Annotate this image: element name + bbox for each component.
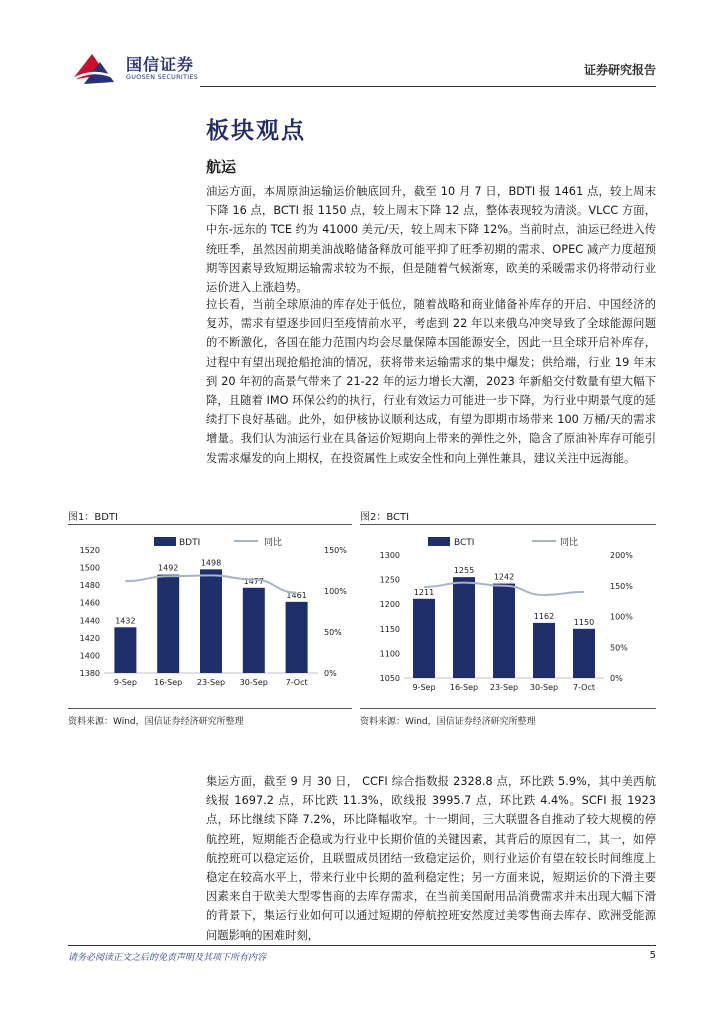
x-tick-label: 7-Oct <box>285 678 308 687</box>
section-title: 板块观点 <box>206 118 306 144</box>
data-label: 1162 <box>533 611 555 621</box>
figure-2-top-rule <box>360 524 656 525</box>
y-tick-label: 1460 <box>79 598 100 608</box>
x-tick-label: 30-Sep <box>529 683 559 692</box>
y-tick-label: 1440 <box>79 616 100 626</box>
x-tick-label: 16-Sep <box>154 678 183 687</box>
bar <box>286 602 308 673</box>
paragraph-oil-transport: 油运方面，本周原油运输运价触底回升，截至 10 月 7 日，BDTI 报 1461 点，较上周末下降 16 点，BCTI 报 1150 点，较上周末下降 12 点，整体表现较为清淡。VLCC 方面，中东-远东的 TCE 约为 41000 美元/天，较上周末下降 12%。当前时点，油运已经进入传统旺季，虽然因前期美油战略储备释放可能平抑了旺季初期的需求、OPEC 减产力度超预期等因素导致短期运输需求较为不振，但是随着气候渐寒，欧美的采暖需求仍将带动行业运价进入上涨趋势。 <box>206 185 656 295</box>
x-tick-label: 23-Sep <box>196 678 226 687</box>
data-label: 1150 <box>573 617 595 627</box>
guosen-logo-icon <box>70 50 122 88</box>
legend-line-label: 同比 <box>264 538 283 548</box>
footer-divider <box>68 945 656 946</box>
figure-1-bottom-rule <box>68 708 352 709</box>
y-tick-label: 1300 <box>379 551 400 560</box>
x-tick-label: 9-Sep <box>412 683 436 692</box>
y-tick-label: 1150 <box>379 624 400 634</box>
y2-tick-label: 50% <box>610 643 628 653</box>
figure-1-chart <box>68 528 352 700</box>
y-tick-label: 1500 <box>79 563 100 573</box>
paragraph-long-term: 拉长看，当前全球原油的库存处于低位，随着战略和商业储备补库存的开启、中国经济的复苏，需求有望逐步回归至疫情前水平，考虑到 22 年以来俄乌冲突导致了全球能源问题的不断激化，各国在能力范围内均会尽量保障本国能源安全，因此一旦全球开启补库存，过程中有望出现抢船抢油的情况，获将带来运输需求的集中爆发；供给端，行业 19 年末到 20 年初的高景气带来了 21-22 年的运力增长大潮，2023 年新船交付数量有望大幅下降，且随着 IMO 环保公约的执行，行业有效运力可能进一步下降，为行业中期景气度的延续打下良好基础。此外，如伊核协议顺利达成，有望为即期市场带来 100 万桶/天的需求增量。我们认为油运行业在具备运价短期向上带来的弹性之外，隐含了原油补库存可能引发需求爆发的向上期权，在投资属性上或安全性和向上弹性兼具，建议关注中远海能。 <box>206 298 656 465</box>
y2-tick-label: 100% <box>324 587 347 596</box>
y2-tick-label: 200% <box>610 551 633 560</box>
y-tick-label: 1200 <box>379 600 400 610</box>
y2-tick-label: 50% <box>324 628 342 637</box>
y2-tick-label: 150% <box>324 546 347 555</box>
y2-tick-label: 0% <box>610 674 623 683</box>
data-label: 1211 <box>413 587 435 597</box>
subsection-title: 航运 <box>206 158 237 176</box>
legend-bar-swatch <box>428 537 450 546</box>
legend-bar-swatch <box>154 537 176 546</box>
y-tick-label: 1050 <box>379 674 400 683</box>
figure-2-bottom-rule <box>360 708 656 709</box>
company-name-en: GUOSEN SECURITIES <box>126 73 199 81</box>
y-tick-label: 1400 <box>79 651 100 661</box>
data-label: 1492 <box>158 563 179 573</box>
data-label: 1461 <box>286 590 307 600</box>
x-tick-label: 30-Sep <box>239 678 268 687</box>
figure-2-chart <box>360 528 656 700</box>
data-label: 1242 <box>493 572 515 582</box>
company-name-cn: 国信证券 <box>126 55 195 74</box>
figure-2-source: 资料来源：Wind，国信证券经济研究所整理 <box>360 717 536 727</box>
legend-bar-label: BDTI <box>179 538 201 548</box>
bar <box>114 627 136 673</box>
bar <box>413 599 435 678</box>
x-tick-label: 7-Oct <box>572 683 596 692</box>
page-number: 5 <box>649 950 656 961</box>
bar <box>243 588 265 673</box>
figure-1-title: 图1：BDTI <box>68 512 118 523</box>
data-label: 1477 <box>243 576 264 586</box>
data-label: 1255 <box>453 566 475 576</box>
bar <box>533 623 555 678</box>
report-type: 证券研究报告 <box>583 63 656 77</box>
y-tick-label: 1420 <box>79 633 100 643</box>
bar <box>453 577 475 678</box>
figure-2-title: 图2：BCTI <box>360 512 410 523</box>
y-tick-label: 1100 <box>379 649 400 659</box>
figure-1-top-rule <box>68 524 352 525</box>
data-label: 1432 <box>115 616 136 626</box>
bar <box>573 629 595 678</box>
y2-tick-label: 100% <box>610 612 633 622</box>
legend-line-label: 同比 <box>560 538 579 548</box>
bar <box>493 584 515 678</box>
y-tick-label: 1480 <box>79 581 100 591</box>
y2-tick-label: 150% <box>610 581 633 591</box>
x-tick-label: 23-Sep <box>489 683 519 692</box>
paragraph-container-shipping: 集运方面，截至 9 月 30 日， CCFI 综合指数报 2328.8 点，环比跌 5.9%，其中美西航线报 1697.2 点，环比跌 11.3%，欧线报 3995.7 点，环比跌 4.4%。SCFI 报 1923 点，环比继续下降 7.2%，环比降幅收窄。十一期间，三大联盟各自推动了较大规模的停航控班，短期能否企稳或为行业中长期价值的关键因素，其背后的原因有二，其一，如停航控班可以稳定运价，且联盟成员团结一致稳定运价，则行业运价有望在较长时间维度上稳定在较高水平上，带来行业中长期的盈利稳定性；另一方面来说，短期运价的下滑主要因素来自于欧美大型零售商的去库存需求，在当前美国耐用品消费需求并未出现大幅下滑的背景下，集运行业如何可以通过短期的停航控班安然度过美零售商去库存、欧洲受能源问题影响的困难时刻， <box>206 775 656 942</box>
legend-bar-label: BCTI <box>454 538 475 548</box>
y2-tick-label: 0% <box>324 669 337 678</box>
data-label: 1498 <box>200 558 222 568</box>
x-tick-label: 16-Sep <box>449 683 479 692</box>
y-tick-label: 1520 <box>79 546 100 555</box>
header-divider <box>200 86 656 87</box>
bar <box>157 575 179 673</box>
y-tick-label: 1380 <box>79 669 100 678</box>
bar <box>200 569 222 673</box>
y-tick-label: 1250 <box>379 575 400 585</box>
footer-disclaimer: 请务必阅读正文之后的免责声明及其项下所有内容 <box>68 953 267 963</box>
x-tick-label: 9-Sep <box>113 678 137 687</box>
figure-1-source: 资料来源：Wind，国信证券经济研究所整理 <box>68 717 244 727</box>
